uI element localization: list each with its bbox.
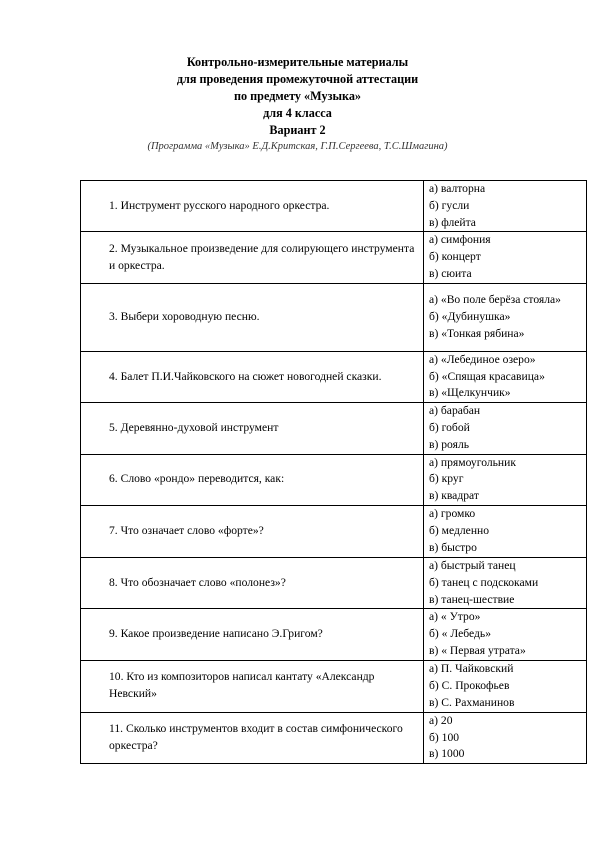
answer-option: б) гобой — [429, 420, 470, 434]
answer-option: в) флейта — [429, 215, 476, 229]
answer-options — [424, 660, 587, 712]
answer-option: б) «Дубинушка» — [429, 309, 511, 323]
answer-option: б) гусли — [429, 198, 470, 212]
question-row — [81, 351, 587, 402]
answer-option: а) 20 — [429, 713, 453, 727]
answer-option: а) симфония — [429, 233, 491, 247]
question-row — [81, 712, 587, 763]
answer-option: б) круг — [429, 472, 464, 486]
answer-option: а) «Во поле берёза стояла» — [429, 293, 561, 307]
question-text: 2. Музыкальное произведение для солирующего инструмента и оркестра. — [81, 232, 424, 283]
quiz-table-body — [81, 181, 587, 764]
header-title-line-2: для проведения промежуточной аттестации — [176, 72, 419, 86]
answer-options — [424, 609, 587, 660]
answer-option: в) танец-шествие — [429, 592, 515, 606]
answer-option: б) «Спящая красавица» — [429, 369, 545, 383]
question-row — [81, 403, 587, 454]
question-row — [81, 232, 587, 283]
answer-options — [424, 232, 587, 283]
answer-option: в) «Щелкунчик» — [429, 386, 511, 400]
header-grade: для 4 класса — [263, 106, 332, 120]
answer-option: в) 1000 — [429, 747, 465, 761]
answer-option: в) быстро — [429, 540, 477, 554]
answer-options — [424, 283, 587, 351]
header-title-line-1: Контрольно-измерительные материалы — [186, 55, 409, 69]
answer-option: а) барабан — [429, 404, 481, 418]
answer-options — [424, 403, 587, 454]
question-text: 10. Кто из композиторов написал кантату «Александр Невский» — [81, 660, 424, 712]
header-variant: Вариант 2 — [269, 123, 326, 137]
question-row — [81, 557, 587, 608]
question-text: 8. Что обозначает слово «полонез»? — [81, 557, 424, 608]
question-row — [81, 181, 587, 232]
header-subject: по предмету «Музыка» — [233, 89, 362, 103]
answer-option: в) « Первая утрата» — [429, 643, 526, 657]
answer-option: б) 100 — [429, 730, 460, 744]
question-row — [81, 660, 587, 712]
question-row — [81, 283, 587, 351]
answer-options — [424, 505, 587, 557]
question-text: 7. Что означает слово «форте»? — [81, 505, 424, 557]
answer-options — [424, 181, 587, 232]
question-text: 5. Деревянно-духовой инструмент — [81, 403, 424, 454]
answer-options — [424, 351, 587, 402]
answer-option: б) танец с подскоками — [429, 575, 539, 589]
question-row — [81, 505, 587, 557]
question-row — [81, 454, 587, 505]
question-text: 11. Сколько инструментов входит в состав симфонического оркестра? — [81, 712, 424, 763]
question-row — [81, 609, 587, 660]
answer-options — [424, 712, 587, 763]
answer-option: б) « Лебедь» — [429, 627, 492, 641]
answer-option: а) прямоугольник — [429, 455, 516, 469]
question-text: 3. Выбери хороводную песню. — [81, 283, 424, 351]
answer-option: в) рояль — [429, 437, 470, 451]
answer-option: в) квадрат — [429, 489, 479, 503]
answer-option: в) «Тонкая рябина» — [429, 326, 525, 340]
answer-option: а) валторна — [429, 182, 486, 195]
question-text: 9. Какое произведение написано Э.Григом? — [81, 609, 424, 660]
answer-option: а) « Утро» — [429, 610, 481, 624]
answer-option: в) С. Рахманинов — [429, 695, 515, 709]
answer-options — [424, 557, 587, 608]
header-program: (Программа «Музыка» Е.Д.Критская, Г.П.Сергеева, Т.С.Шмагина) — [147, 141, 448, 152]
answer-option: а) быстрый танец — [429, 558, 516, 572]
answer-option: в) сюита — [429, 266, 472, 280]
document-header — [0, 54, 595, 154]
answer-option: а) П. Чайковский — [429, 662, 514, 676]
quiz-table — [80, 180, 587, 764]
answer-option: б) медленно — [429, 524, 490, 538]
answer-option: б) концерт — [429, 250, 481, 264]
question-text: 1. Инструмент русского народного оркестра. — [81, 181, 424, 232]
answer-option: а) громко — [429, 507, 476, 521]
answer-options — [424, 454, 587, 505]
answer-option: а) «Лебединое озеро» — [429, 352, 536, 366]
answer-option: б) С. Прокофьев — [429, 678, 510, 692]
question-text: 4. Балет П.И.Чайковского на сюжет новогодней сказки. — [81, 351, 424, 402]
question-text: 6. Слово «рондо» переводится, как: — [81, 454, 424, 505]
